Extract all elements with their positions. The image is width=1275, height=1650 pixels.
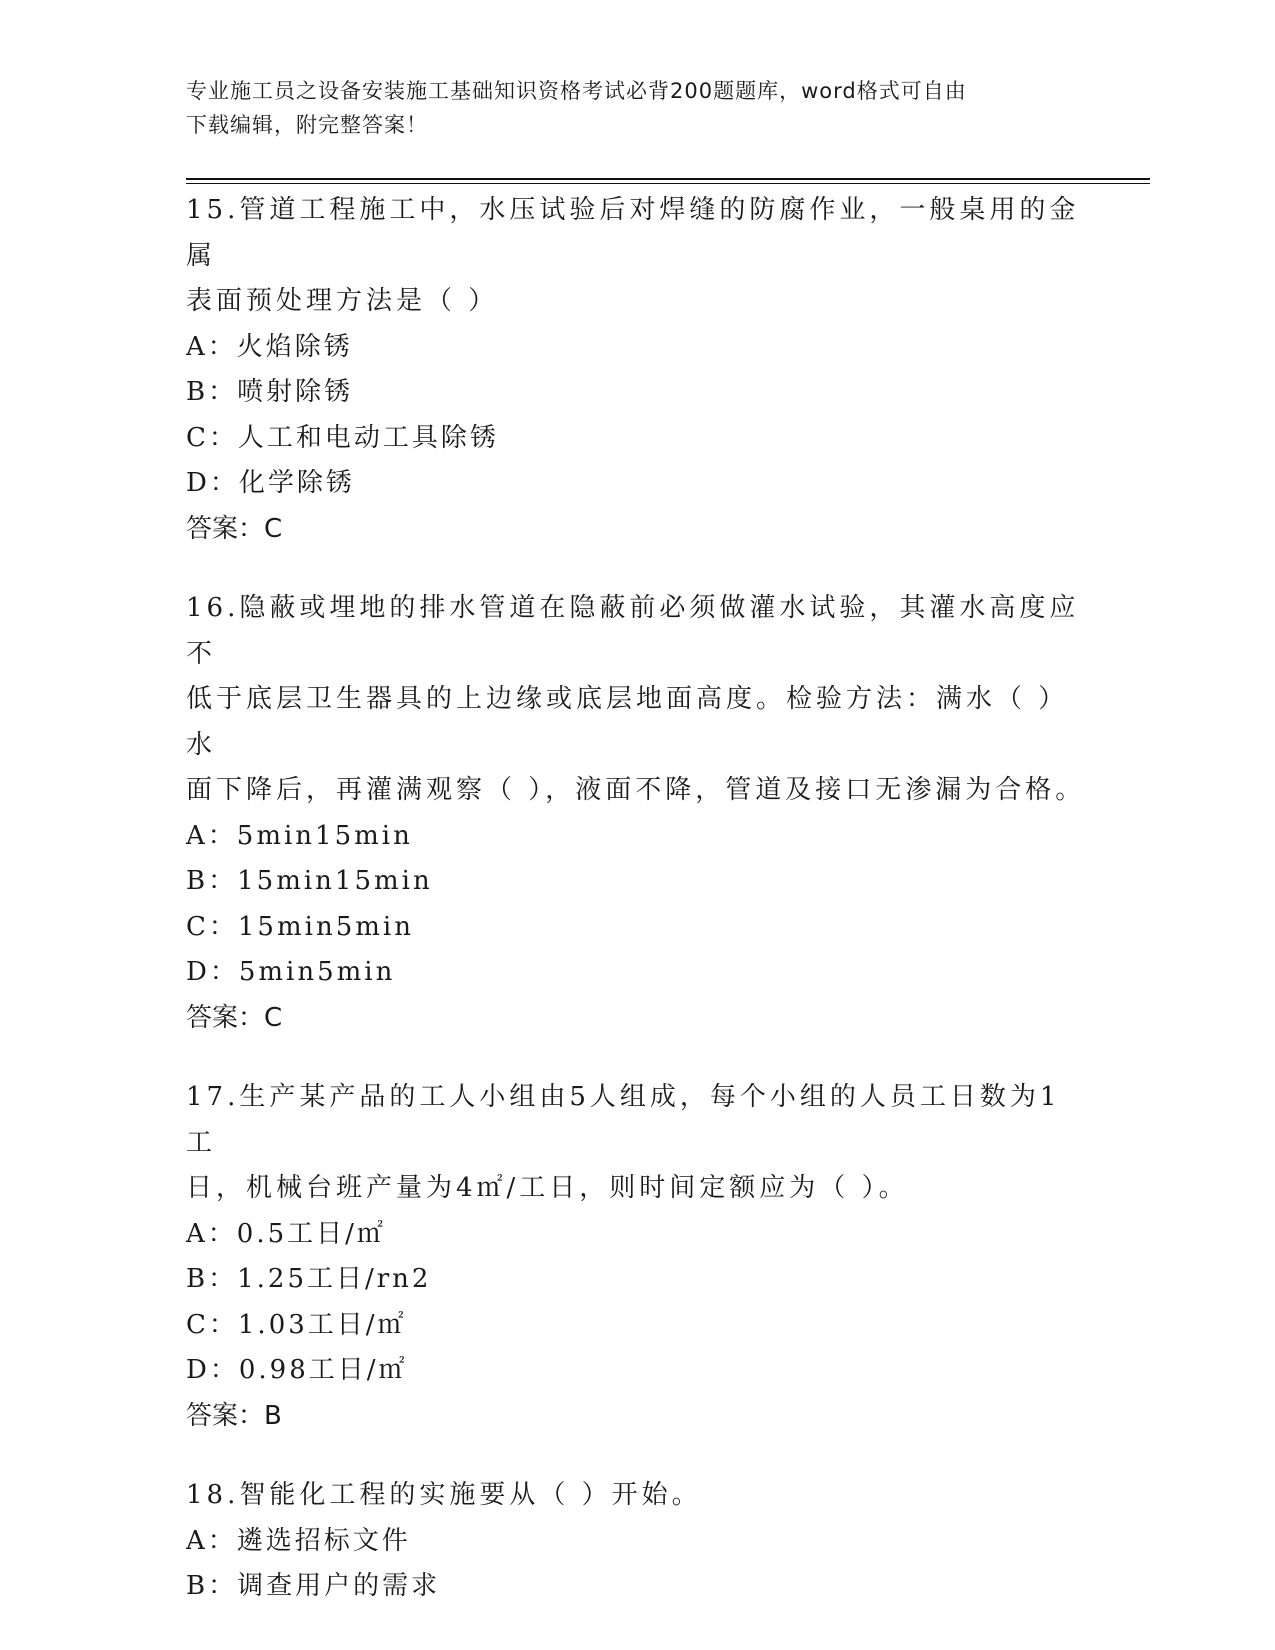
option-d: D：0.98工日/㎡ [186, 1355, 408, 1385]
option-a: A：火焰除锈 [186, 331, 353, 362]
option-b: B：15min15min [186, 866, 433, 896]
question-stem-line: 16.隐蔽或埋地的排水管道在隐蔽前必须做灌水试验，其灌水高度应不 [186, 593, 1080, 669]
question-stem-line: 15.管道工程施工中，水压试验后对焊缝的防腐作业，一般桌用的金属 [186, 195, 1080, 271]
question-stem-line: 低于底层卫生器具的上边缘或底层地面高度。检验方法：满水（ ）水 [186, 684, 1069, 760]
option-c: C：15min5min [186, 911, 414, 942]
answer-text: 答案：C [186, 513, 283, 544]
question-16 [186, 586, 1086, 1041]
option-a: A：遴选招标文件 [186, 1525, 411, 1556]
question-stem-line: 日，机械台班产量为4㎡/工日，则时间定额应为（ ）。 [186, 1173, 909, 1203]
question-15 [186, 188, 1086, 552]
header-line-1: 专业施工员之设备安装施工基础知识资格考试必背200题题库，word格式可自由 [186, 79, 967, 103]
question-list [186, 188, 1086, 1644]
question-18 [186, 1473, 1086, 1610]
question-stem-line: 17.生产某产品的工人小组由5人组成，每个小组的人员工日数为1工 [186, 1082, 1061, 1158]
option-d: D：5min5min [186, 957, 396, 987]
header-divider-thick [186, 178, 1150, 180]
header-line-2: 下载编辑，附完整答案！ [186, 113, 428, 137]
option-c: C：人工和电动工具除锈 [186, 422, 499, 453]
question-17 [186, 1075, 1086, 1439]
option-b: B：喷射除锈 [186, 377, 354, 407]
option-a: A：5min15min [186, 820, 413, 851]
question-stem-line: 表面预处理方法是（ ） [186, 286, 499, 316]
document-header [186, 74, 1066, 142]
option-b: B：调查用户的需求 [186, 1571, 441, 1601]
question-stem-line: 面下降后，再灌满观察（ ），液面不降，管道及接口无渗漏为合格。 [186, 775, 1086, 805]
option-d: D：化学除锈 [186, 468, 355, 498]
question-stem-line: 18.智能化工程的实施要从（ ）开始。 [186, 1480, 702, 1510]
answer-text: 答案：C [186, 1002, 283, 1033]
header-divider-thin [186, 183, 1150, 184]
option-a: A：0.5工日/㎡ [186, 1218, 386, 1249]
option-c: C：1.03工日/㎡ [186, 1309, 407, 1340]
option-b: B：1.25工日/rn2 [186, 1264, 432, 1294]
answer-text: 答案：B [186, 1400, 282, 1431]
